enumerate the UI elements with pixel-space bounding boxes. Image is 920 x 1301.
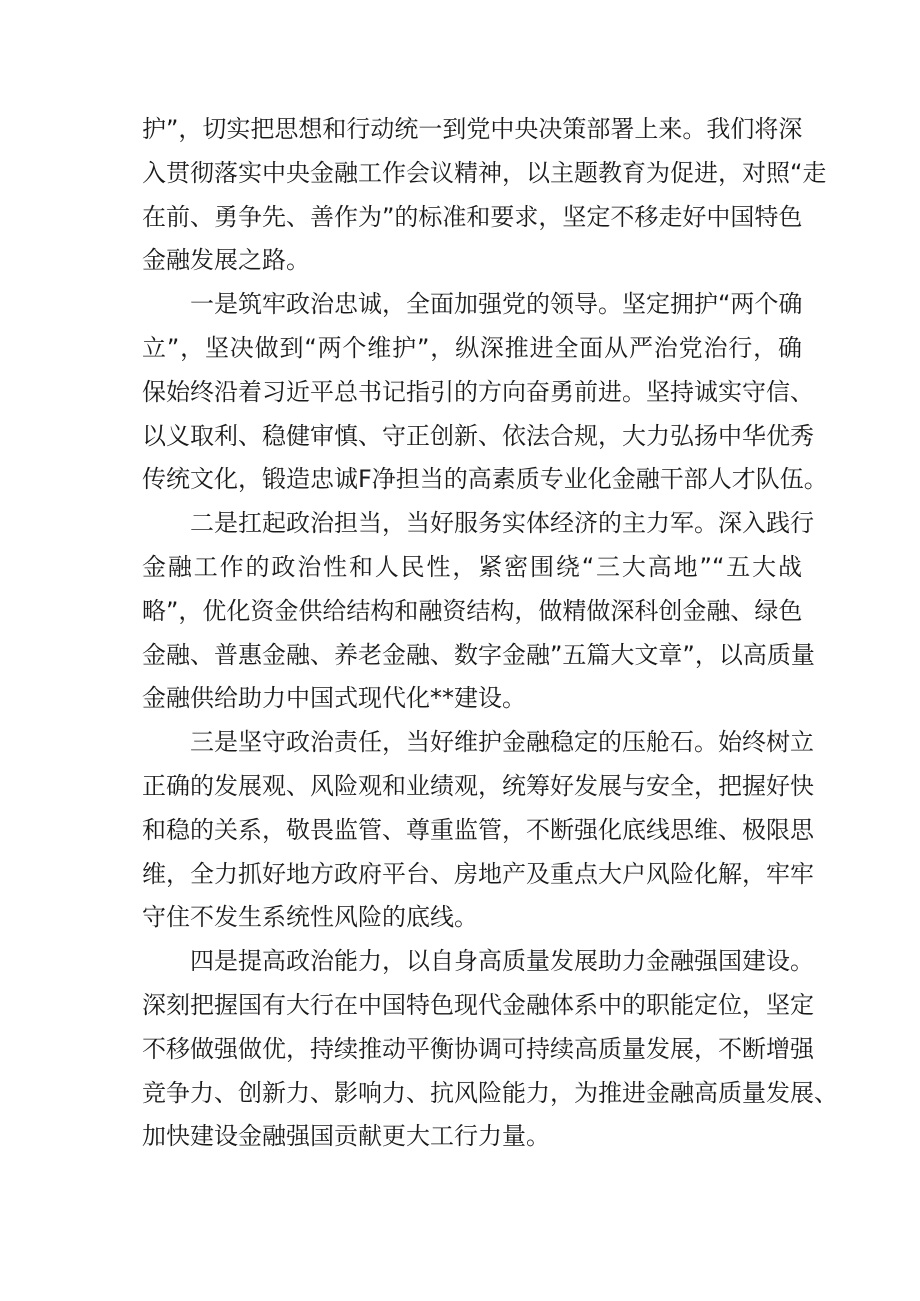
text-line: 金融供给助力中国式现代化**建设。 (142, 684, 526, 713)
text-line: 一是筑牢政治忠诚，全面加强党的领导。坚定拥护“两个确 (190, 290, 803, 319)
text-line: 护”，切实把思想和行动统一到党中央决策部署上来。我们将深 (142, 115, 803, 143)
document-body (142, 108, 838, 1159)
paragraph-point-1 (142, 283, 828, 502)
paragraph-point-4 (142, 940, 838, 1159)
text-line: 二是扛起政治担当，当好服务实体经济的主力军。深入践行 (190, 509, 814, 538)
text-line: 四是提高政治能力，以自身高质量发展助力金融强国建设。 (190, 947, 814, 976)
text-line: 不移做强做优，持续推动平衡协调可持续高质量发展，不断增强 (142, 1034, 814, 1063)
text-line: 传统文化，锻造忠诚F净担当的高素质专业化金融干部人才队伍。 (142, 465, 828, 494)
text-line: 金融发展之路。 (142, 246, 310, 275)
text-line: 略”，优化资金供给结构和融资结构，做精做深科创金融、绿色 (142, 596, 803, 625)
text-line: 正确的发展观、风险观和业绩观，统筹好发展与安全，把握好快 (142, 771, 814, 800)
text-line: 金融、普惠金融、养老金融、数字金融”五篇大文章”，以高质量 (142, 640, 815, 669)
text-line: 立”，坚决做到“两个维护”，纵深推进全面从严治党治行，确 (142, 333, 802, 362)
text-line: 三是坚守政治责任，当好维护金融稳定的压舱石。始终树立 (190, 728, 814, 757)
text-line: 加快建设金融强国贡献更大工行力量。 (142, 1122, 550, 1151)
text-line: 保始终沿着习近平总书记指引的方向奋勇前进。坚持诚实守信、 (142, 377, 814, 406)
text-line: 金融工作的政治性和人民性，紧密围绕“三大高地”“五大战 (142, 552, 802, 581)
text-line: 和稳的关系，敬畏监管、尊重监管，不断强化底线思维、极限思 (142, 815, 814, 844)
text-line: 在前、勇争先、善作为”的标准和要求，坚定不移走好中国特色 (142, 202, 803, 231)
text-line: 维，全力抓好地方政府平台、房地产及重点大户风险化解，牢牢 (142, 859, 814, 888)
text-line: 入贯彻落实中央金融工作会议精神，以主题教育为促进，对照“走 (142, 158, 827, 187)
paragraph-point-2 (142, 502, 815, 721)
text-line: 竞争力、创新力、影响力、抗风险能力，为推进金融高质量发展、 (142, 1078, 838, 1107)
paragraph-intro (142, 108, 827, 283)
text-line: 以义取利、稳健审慎、守正创新、依法合规，大力弘扬中华优秀 (142, 421, 814, 450)
text-line: 深刻把握国有大行在中国特色现代金融体系中的职能定位，坚定 (142, 990, 814, 1019)
paragraph-point-3 (142, 721, 814, 940)
text-line: 守住不发生系统性风险的底线。 (142, 903, 478, 932)
